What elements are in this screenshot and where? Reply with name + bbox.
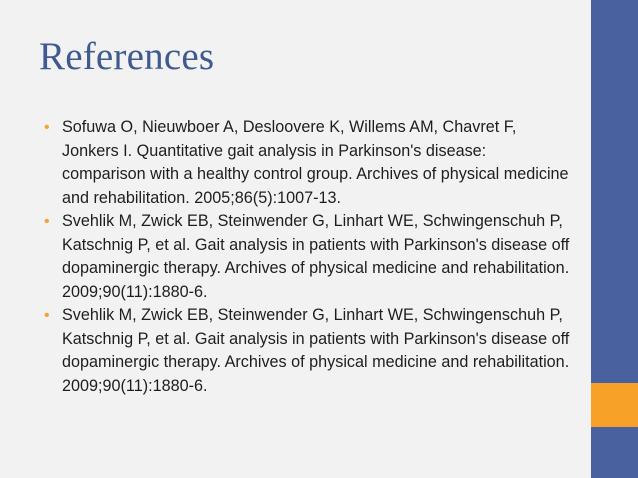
reference-text: Svehlik M, Zwick EB, Steinwender G, Linhart WE, Schwingenschuh P, Katschnig P, et al. Gait analysis in patients with Parkinson's disease off dopaminergic therapy. Archives of physical medicine and rehabilitation. 2009;90(11):1880-6. <box>62 212 570 301</box>
slide-title: References <box>39 35 215 78</box>
reference-item <box>44 116 574 210</box>
reference-item <box>44 210 574 304</box>
bullet-icon: • <box>44 307 50 324</box>
reference-list <box>44 116 574 398</box>
bullet-icon: • <box>44 119 50 136</box>
bullet-icon: • <box>44 213 50 230</box>
side-accent-block <box>591 383 638 427</box>
reference-item <box>44 304 574 398</box>
reference-text: Sofuwa O, Nieuwboer A, Desloovere K, Willems AM, Chavret F, Jonkers I. Quantitative gait analysis in Parkinson's disease: comparison with a healthy control group. Archives of physical medicine and rehabilitation. 2005;86(5):1007-13. <box>62 118 569 207</box>
reference-text: Svehlik M, Zwick EB, Steinwender G, Linhart WE, Schwingenschuh P, Katschnig P, et al. Gait analysis in patients with Parkinson's disease off dopaminergic therapy. Archives of physical medicine and rehabilitation. 2009;90(11):1880-6. <box>62 306 570 395</box>
